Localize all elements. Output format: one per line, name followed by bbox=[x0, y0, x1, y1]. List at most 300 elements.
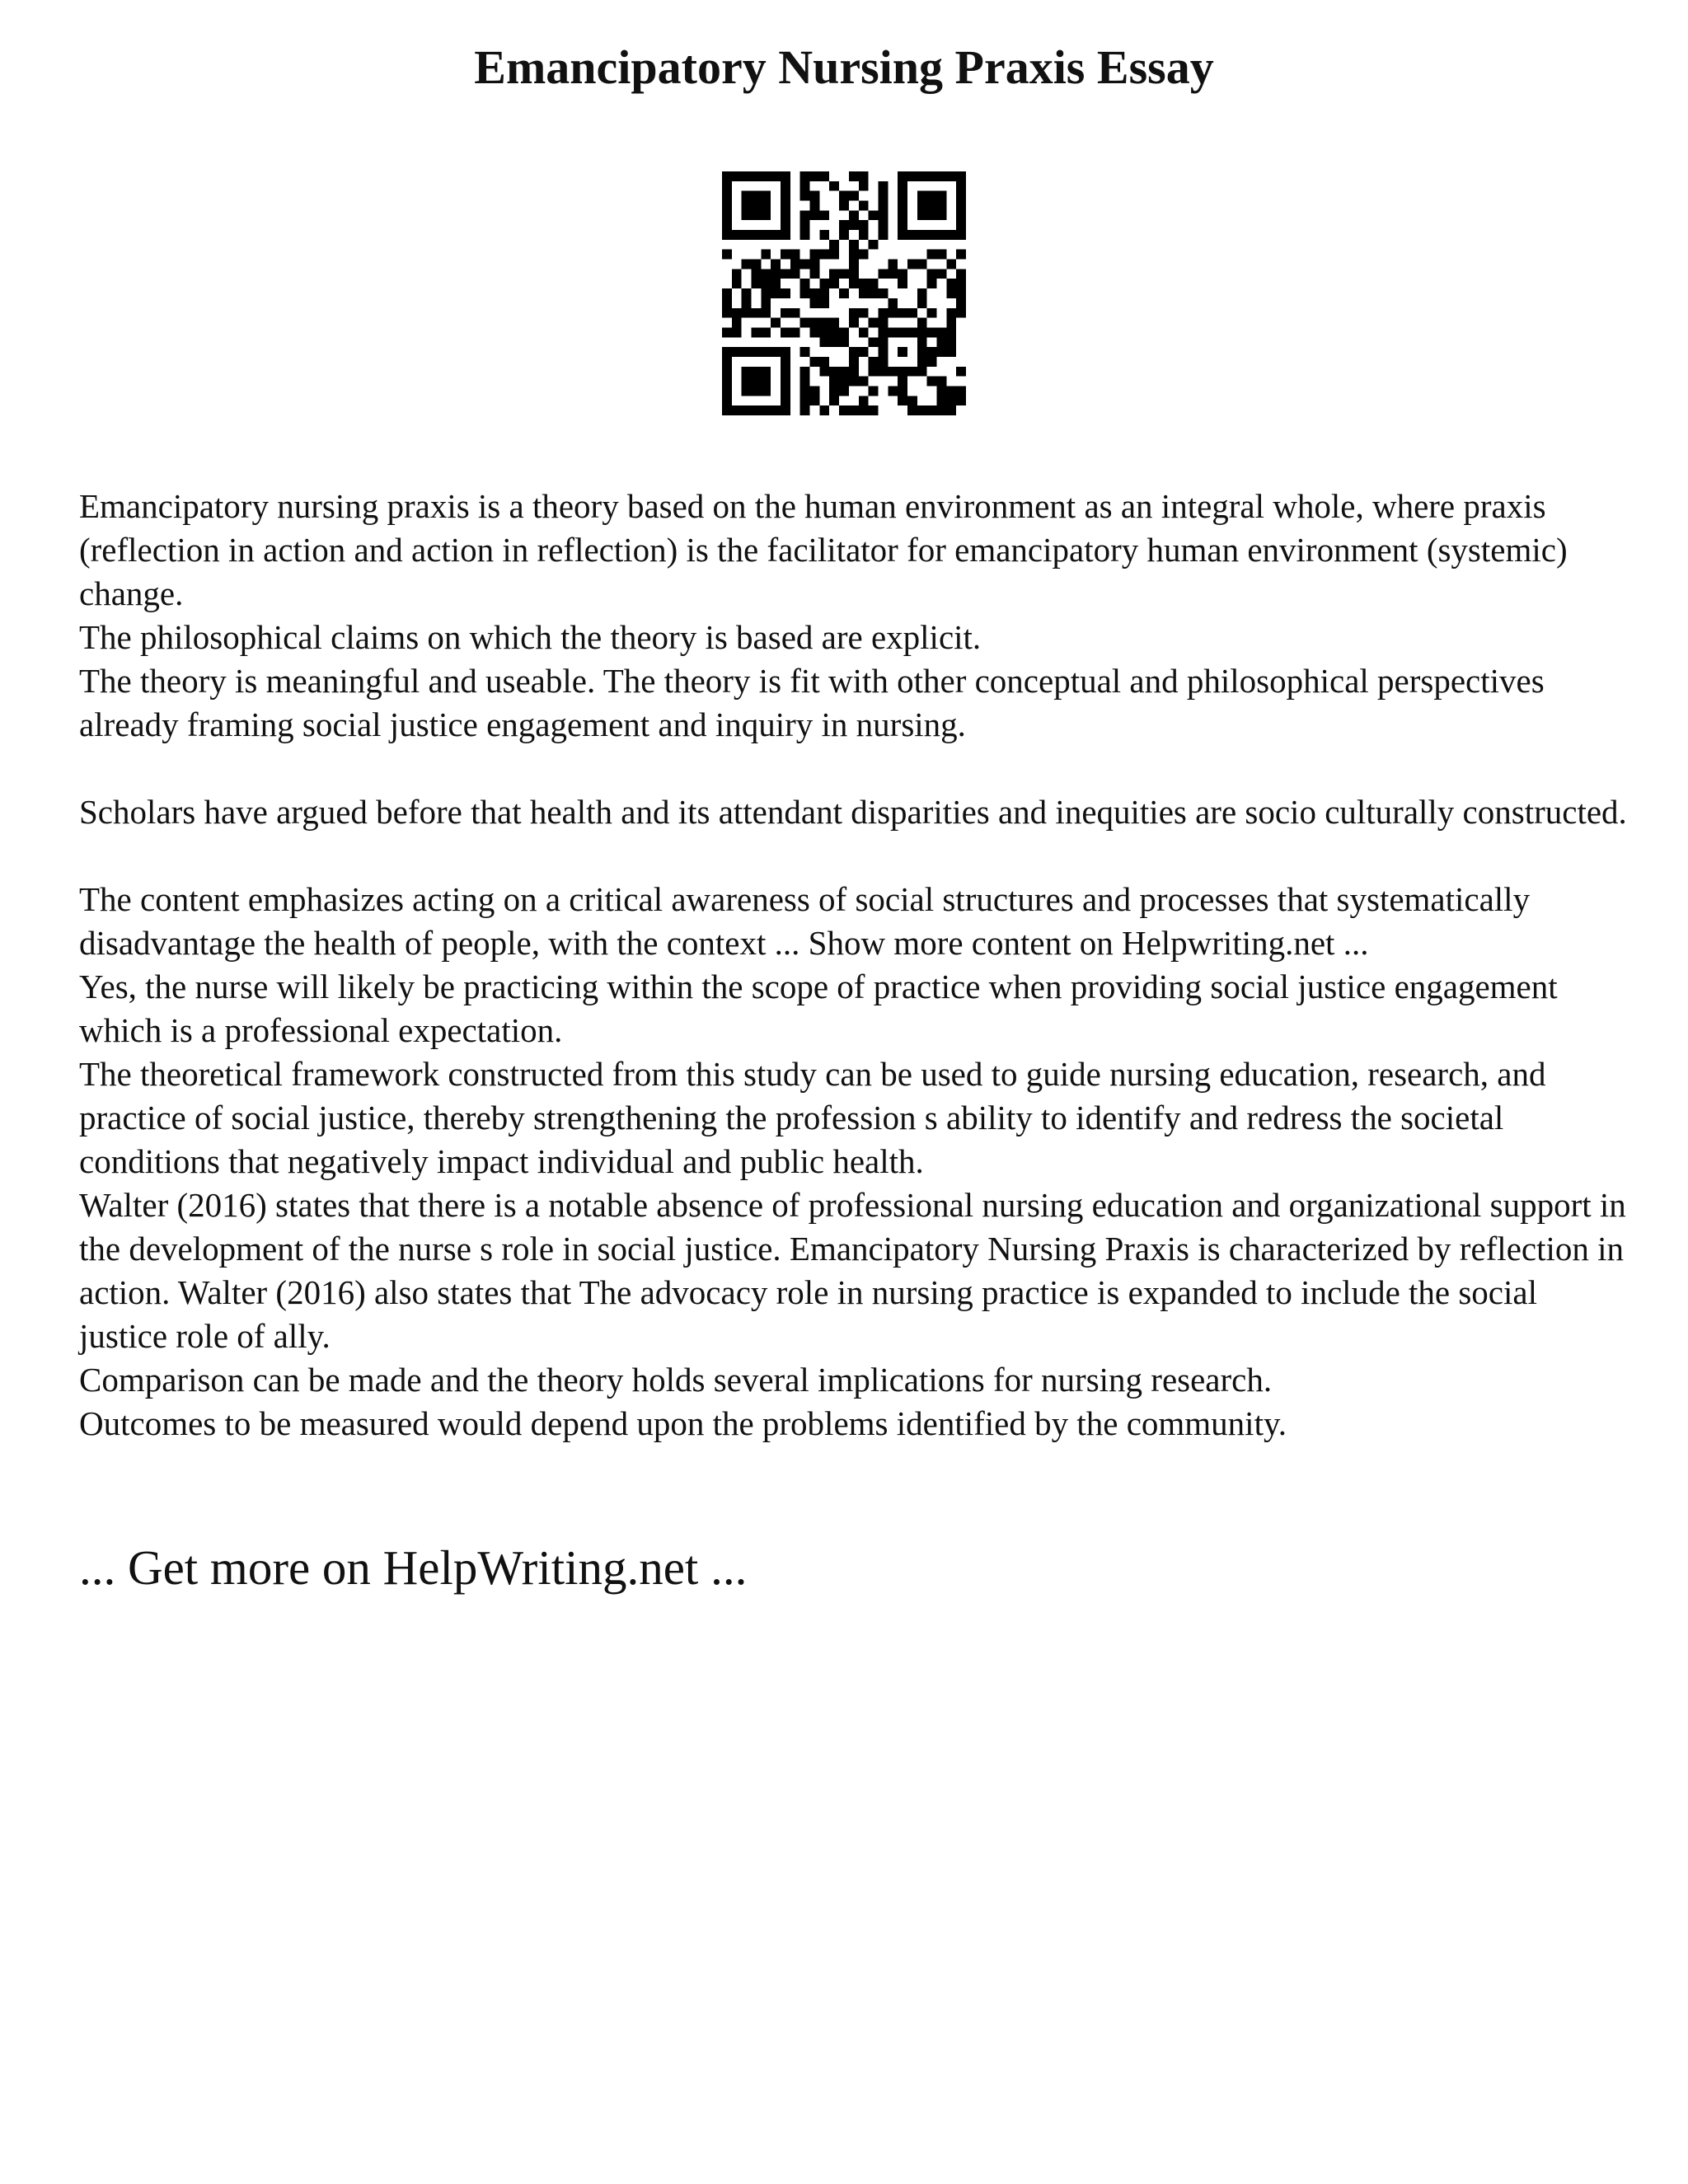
qr-module bbox=[859, 327, 869, 337]
qr-module bbox=[810, 288, 820, 298]
qr-module bbox=[810, 298, 820, 308]
qr-module bbox=[742, 347, 752, 357]
qr-module bbox=[761, 230, 771, 240]
qr-module bbox=[869, 318, 879, 328]
qr-module bbox=[752, 377, 762, 387]
qr-module bbox=[936, 377, 946, 387]
qr-module bbox=[819, 230, 829, 240]
qr-module bbox=[819, 279, 829, 288]
qr-module bbox=[800, 260, 810, 269]
qr-module bbox=[781, 171, 790, 181]
qr-module bbox=[878, 367, 888, 377]
qr-module bbox=[781, 405, 790, 415]
qr-module bbox=[810, 318, 820, 328]
qr-module bbox=[936, 386, 946, 396]
qr-module bbox=[956, 210, 966, 220]
qr-module bbox=[819, 318, 829, 328]
qr-module bbox=[849, 377, 859, 387]
qr-module bbox=[849, 318, 859, 328]
qr-module bbox=[849, 279, 859, 288]
qr-module bbox=[878, 347, 888, 357]
qr-module bbox=[859, 201, 869, 211]
qr-module bbox=[927, 210, 937, 220]
qr-module bbox=[956, 396, 966, 405]
qr-module bbox=[800, 396, 810, 405]
qr-module bbox=[781, 250, 790, 260]
qr-module bbox=[810, 210, 820, 220]
qr-module bbox=[946, 288, 956, 298]
qr-module bbox=[917, 260, 927, 269]
qr-module bbox=[781, 377, 790, 387]
qr-module bbox=[781, 230, 790, 240]
qr-module bbox=[771, 288, 781, 298]
qr-module bbox=[800, 230, 810, 240]
qr-module bbox=[927, 230, 937, 240]
qr-module bbox=[732, 171, 742, 181]
qr-module bbox=[936, 201, 946, 211]
qr-module bbox=[800, 279, 810, 288]
qr-module bbox=[917, 288, 927, 298]
qr-module bbox=[781, 191, 790, 201]
qr-module bbox=[722, 327, 732, 337]
qr-module bbox=[956, 201, 966, 211]
qr-module bbox=[722, 367, 732, 377]
qr-module bbox=[869, 279, 879, 288]
qr-module bbox=[810, 386, 820, 396]
qr-module bbox=[800, 367, 810, 377]
qr-module bbox=[917, 367, 927, 377]
qr-module bbox=[859, 250, 869, 260]
qr-module bbox=[761, 308, 771, 318]
qr-module bbox=[956, 191, 966, 201]
qr-module bbox=[936, 210, 946, 220]
qr-module bbox=[898, 367, 907, 377]
qr-module bbox=[819, 367, 829, 377]
qr-module bbox=[917, 327, 927, 337]
qr-module bbox=[849, 171, 859, 181]
qr-module bbox=[956, 230, 966, 240]
qr-module bbox=[956, 250, 966, 260]
qr-module bbox=[742, 367, 752, 377]
qr-module bbox=[742, 405, 752, 415]
qr-module bbox=[742, 377, 752, 387]
qr-module bbox=[761, 386, 771, 396]
qr-module bbox=[898, 279, 907, 288]
qr-module bbox=[742, 260, 752, 269]
qr-module bbox=[859, 279, 869, 288]
qr-module bbox=[781, 357, 790, 367]
qr-module bbox=[742, 298, 752, 308]
qr-module bbox=[888, 298, 898, 308]
qr-module bbox=[927, 327, 937, 337]
qr-module bbox=[732, 308, 742, 318]
qr-module bbox=[956, 367, 966, 377]
qr-module bbox=[936, 269, 946, 279]
qr-module bbox=[810, 250, 820, 260]
qr-module bbox=[732, 230, 742, 240]
qr-module bbox=[907, 405, 917, 415]
qr-module bbox=[917, 298, 927, 308]
qr-module bbox=[907, 260, 917, 269]
qr-module bbox=[839, 367, 849, 377]
qr-module bbox=[752, 308, 762, 318]
qr-module bbox=[800, 171, 810, 181]
qr-module bbox=[956, 171, 966, 181]
qr-module bbox=[917, 191, 927, 201]
qr-module bbox=[956, 181, 966, 191]
qr-module bbox=[839, 230, 849, 240]
qr-module bbox=[888, 327, 898, 337]
qr-module bbox=[956, 279, 966, 288]
paragraph: Scholars have argued before that health and its attendant disparities and inequities are socio culturally constructed. bbox=[79, 793, 1627, 831]
qr-module bbox=[849, 240, 859, 250]
qr-module bbox=[859, 230, 869, 240]
qr-module bbox=[869, 386, 879, 396]
qr-module bbox=[790, 260, 800, 269]
qr-module bbox=[859, 396, 869, 405]
paragraph-spacer bbox=[79, 747, 1629, 790]
qr-module bbox=[781, 367, 790, 377]
qr-module bbox=[946, 260, 956, 269]
qr-module bbox=[732, 405, 742, 415]
qr-module bbox=[819, 357, 829, 367]
qr-module bbox=[946, 327, 956, 337]
qr-module bbox=[771, 171, 781, 181]
qr-module bbox=[917, 318, 927, 328]
qr-module bbox=[810, 357, 820, 367]
qr-module bbox=[732, 269, 742, 279]
qr-module bbox=[781, 396, 790, 405]
qr-module bbox=[907, 367, 917, 377]
qr-module bbox=[781, 288, 790, 298]
qr-module bbox=[829, 250, 839, 260]
qr-module bbox=[946, 230, 956, 240]
qr-module bbox=[956, 288, 966, 298]
qr-module bbox=[878, 269, 888, 279]
qr-module bbox=[790, 308, 800, 318]
qr-module bbox=[936, 327, 946, 337]
qr-module bbox=[869, 240, 879, 250]
essay-body bbox=[79, 485, 1629, 1446]
qr-module bbox=[722, 298, 732, 308]
qr-module bbox=[790, 327, 800, 337]
qr-module bbox=[800, 288, 810, 298]
qr-module bbox=[722, 357, 732, 367]
qr-module bbox=[869, 357, 879, 367]
qr-module bbox=[898, 191, 907, 201]
qr-module bbox=[722, 405, 732, 415]
qr-module bbox=[898, 269, 907, 279]
qr-module bbox=[849, 220, 859, 230]
qr-module bbox=[859, 347, 869, 357]
qr-module bbox=[761, 201, 771, 211]
qr-module bbox=[878, 210, 888, 220]
qr-module bbox=[927, 377, 937, 387]
qr-module bbox=[859, 288, 869, 298]
qr-module bbox=[722, 377, 732, 387]
qr-module bbox=[898, 386, 907, 396]
document-title: Emancipatory Nursing Praxis Essay bbox=[474, 40, 1214, 94]
qr-module bbox=[752, 367, 762, 377]
qr-module bbox=[790, 250, 800, 260]
qr-module bbox=[878, 220, 888, 230]
qr-module bbox=[898, 308, 907, 318]
qr-module bbox=[849, 210, 859, 220]
qr-module bbox=[781, 327, 790, 337]
qr-module bbox=[771, 347, 781, 357]
qr-module bbox=[800, 347, 810, 357]
qr-module bbox=[849, 367, 859, 377]
qr-module bbox=[927, 308, 937, 318]
qr-module bbox=[946, 396, 956, 405]
qr-module bbox=[752, 171, 762, 181]
qr-module bbox=[907, 308, 917, 318]
qr-module bbox=[936, 347, 946, 357]
qr-module bbox=[936, 396, 946, 405]
qr-module bbox=[771, 279, 781, 288]
qr-module bbox=[742, 308, 752, 318]
qr-module bbox=[946, 405, 956, 415]
qr-module bbox=[878, 337, 888, 347]
qr-module bbox=[869, 210, 879, 220]
qr-module bbox=[781, 386, 790, 396]
qr-module bbox=[946, 279, 956, 288]
qr-module bbox=[907, 327, 917, 337]
qr-module bbox=[800, 405, 810, 415]
qr-module bbox=[829, 318, 839, 328]
qr-module bbox=[722, 308, 732, 318]
qr-module bbox=[936, 171, 946, 181]
qr-module bbox=[878, 308, 888, 318]
qr-module bbox=[839, 191, 849, 201]
qr-module bbox=[898, 377, 907, 387]
qr-module bbox=[878, 318, 888, 328]
paragraph: Emancipatory nursing praxis is a theory based on the human environment as an integral whole, where praxis (reflection in action and action in reflection) is the facilitator for emancipatory human environment (systemic) change. bbox=[79, 487, 1568, 612]
qr-module bbox=[761, 327, 771, 337]
qr-module bbox=[898, 220, 907, 230]
qr-module bbox=[761, 269, 771, 279]
qr-module bbox=[781, 308, 790, 318]
qr-module bbox=[849, 269, 859, 279]
qr-module bbox=[829, 337, 839, 347]
qr-module bbox=[761, 405, 771, 415]
qr-module bbox=[927, 269, 937, 279]
qr-module bbox=[839, 220, 849, 230]
qr-module bbox=[810, 327, 820, 337]
qr-module bbox=[898, 347, 907, 357]
qr-module bbox=[946, 171, 956, 181]
qr-module bbox=[946, 318, 956, 328]
qr-module bbox=[829, 181, 839, 191]
qr-module bbox=[888, 260, 898, 269]
qr-module bbox=[722, 210, 732, 220]
qr-module bbox=[829, 279, 839, 288]
qr-module bbox=[907, 396, 917, 405]
qr-module bbox=[761, 171, 771, 181]
qr-module bbox=[927, 279, 937, 288]
qr-module bbox=[761, 191, 771, 201]
qr-module bbox=[946, 337, 956, 347]
qr-module bbox=[771, 318, 781, 328]
qr-module bbox=[878, 327, 888, 337]
qr-module bbox=[781, 181, 790, 191]
qr-module bbox=[819, 210, 829, 220]
qr-module bbox=[849, 260, 859, 269]
qr-module bbox=[859, 220, 869, 230]
qr-module bbox=[917, 230, 927, 240]
qr-module bbox=[771, 405, 781, 415]
qr-module bbox=[849, 250, 859, 260]
qr-module bbox=[829, 367, 839, 377]
qr-module bbox=[819, 405, 829, 415]
qr-module bbox=[917, 201, 927, 211]
qr-module bbox=[829, 327, 839, 337]
paragraph: The philosophical claims on which the theory is based are explicit. bbox=[79, 618, 982, 656]
qr-module bbox=[829, 269, 839, 279]
qr-module bbox=[956, 308, 966, 318]
qr-module bbox=[927, 201, 937, 211]
qr-module bbox=[927, 357, 937, 367]
qr-module bbox=[849, 357, 859, 367]
qr-module bbox=[869, 367, 879, 377]
qr-module bbox=[752, 191, 762, 201]
qr-module bbox=[800, 181, 810, 191]
qr-module bbox=[839, 377, 849, 387]
qr-module bbox=[927, 347, 937, 357]
qr-module bbox=[917, 210, 927, 220]
qr-module bbox=[917, 357, 927, 367]
qr-module bbox=[800, 318, 810, 328]
qr-module bbox=[888, 386, 898, 396]
qr-module bbox=[752, 405, 762, 415]
paragraph: The theory is meaningful and useable. The theory is fit with other conceptual and philosophical perspectives already framing social justice engagement and inquiry in nursing. bbox=[79, 662, 1545, 743]
qr-module bbox=[742, 386, 752, 396]
qr-module bbox=[761, 279, 771, 288]
qr-module bbox=[839, 288, 849, 298]
qr-module bbox=[839, 201, 849, 211]
qr-module bbox=[722, 288, 732, 298]
qr-module bbox=[752, 260, 762, 269]
qr-module bbox=[869, 337, 879, 347]
qr-module bbox=[732, 279, 742, 288]
qr-module bbox=[742, 171, 752, 181]
qr-module bbox=[839, 405, 849, 415]
qr-module bbox=[752, 279, 762, 288]
qr-module bbox=[761, 367, 771, 377]
qr-module bbox=[936, 250, 946, 260]
qr-module bbox=[956, 386, 966, 396]
qr-module bbox=[849, 308, 859, 318]
qr-module bbox=[742, 191, 752, 201]
qr-module bbox=[761, 210, 771, 220]
qr-module bbox=[722, 386, 732, 396]
qr-module bbox=[917, 347, 927, 357]
qr-module bbox=[946, 347, 956, 357]
qr-module bbox=[956, 298, 966, 308]
qr-module bbox=[859, 171, 869, 181]
qr-module bbox=[742, 230, 752, 240]
qr-module bbox=[878, 201, 888, 211]
qr-module bbox=[829, 240, 839, 250]
get-more-link[interactable]: ... Get more on HelpWriting.net ... bbox=[79, 1540, 748, 1595]
qr-module bbox=[898, 171, 907, 181]
qr-module bbox=[917, 337, 927, 347]
qr-module bbox=[829, 396, 839, 405]
qr-module bbox=[810, 269, 820, 279]
qr-module bbox=[722, 201, 732, 211]
qr-module bbox=[752, 210, 762, 220]
qr-module bbox=[878, 230, 888, 240]
paragraph: Outcomes to be measured would depend upon the problems identified by the community. bbox=[79, 1404, 1287, 1442]
qr-module bbox=[907, 230, 917, 240]
qr-module bbox=[752, 269, 762, 279]
qr-module bbox=[810, 191, 820, 201]
qr-module bbox=[819, 298, 829, 308]
qr-module bbox=[859, 377, 869, 387]
qr-code-icon bbox=[722, 171, 966, 415]
qr-module bbox=[859, 308, 869, 318]
qr-module bbox=[752, 386, 762, 396]
qr-module bbox=[878, 191, 888, 201]
qr-module bbox=[722, 250, 732, 260]
qr-module bbox=[888, 308, 898, 318]
qr-module bbox=[849, 191, 859, 201]
qr-module bbox=[946, 308, 956, 318]
qr-module bbox=[732, 347, 742, 357]
qr-module bbox=[752, 230, 762, 240]
qr-module bbox=[790, 269, 800, 279]
qr-module bbox=[869, 288, 879, 298]
qr-module bbox=[946, 386, 956, 396]
qr-module bbox=[859, 405, 869, 415]
qr-module bbox=[761, 298, 771, 308]
qr-module bbox=[819, 171, 829, 181]
qr-module bbox=[907, 171, 917, 181]
qr-module bbox=[898, 201, 907, 211]
qr-module bbox=[732, 318, 742, 328]
qr-module bbox=[839, 327, 849, 337]
qr-module bbox=[936, 230, 946, 240]
qr-module bbox=[742, 201, 752, 211]
qr-module bbox=[800, 191, 810, 201]
qr-module bbox=[878, 288, 888, 298]
qr-module bbox=[771, 269, 781, 279]
qr-module bbox=[742, 288, 752, 298]
qr-module bbox=[869, 405, 879, 415]
qr-module bbox=[800, 386, 810, 396]
qr-module bbox=[761, 347, 771, 357]
qr-module bbox=[819, 327, 829, 337]
qr-module bbox=[722, 191, 732, 201]
qr-module bbox=[752, 347, 762, 357]
qr-module bbox=[917, 405, 927, 415]
qr-module bbox=[888, 367, 898, 377]
qr-module bbox=[800, 220, 810, 230]
qr-module bbox=[849, 347, 859, 357]
qr-module bbox=[722, 230, 732, 240]
qr-module bbox=[898, 230, 907, 240]
paragraph: Walter (2016) states that there is a notable absence of professional nursing education and organizational support in the development of the nurse s role in social justice. Emancipatory Nursing Praxis is characterized by reflection in action. Walter (2016) also states that The advocacy role in nursing practice is expanded to include the social justice role of ally. bbox=[79, 1186, 1626, 1355]
qr-module bbox=[839, 386, 849, 396]
qr-module bbox=[761, 288, 771, 298]
qr-module bbox=[829, 377, 839, 387]
qr-module bbox=[722, 396, 732, 405]
qr-module bbox=[781, 210, 790, 220]
qr-module bbox=[810, 260, 820, 269]
qr-module bbox=[888, 269, 898, 279]
qr-module bbox=[839, 337, 849, 347]
qr-module bbox=[936, 337, 946, 347]
